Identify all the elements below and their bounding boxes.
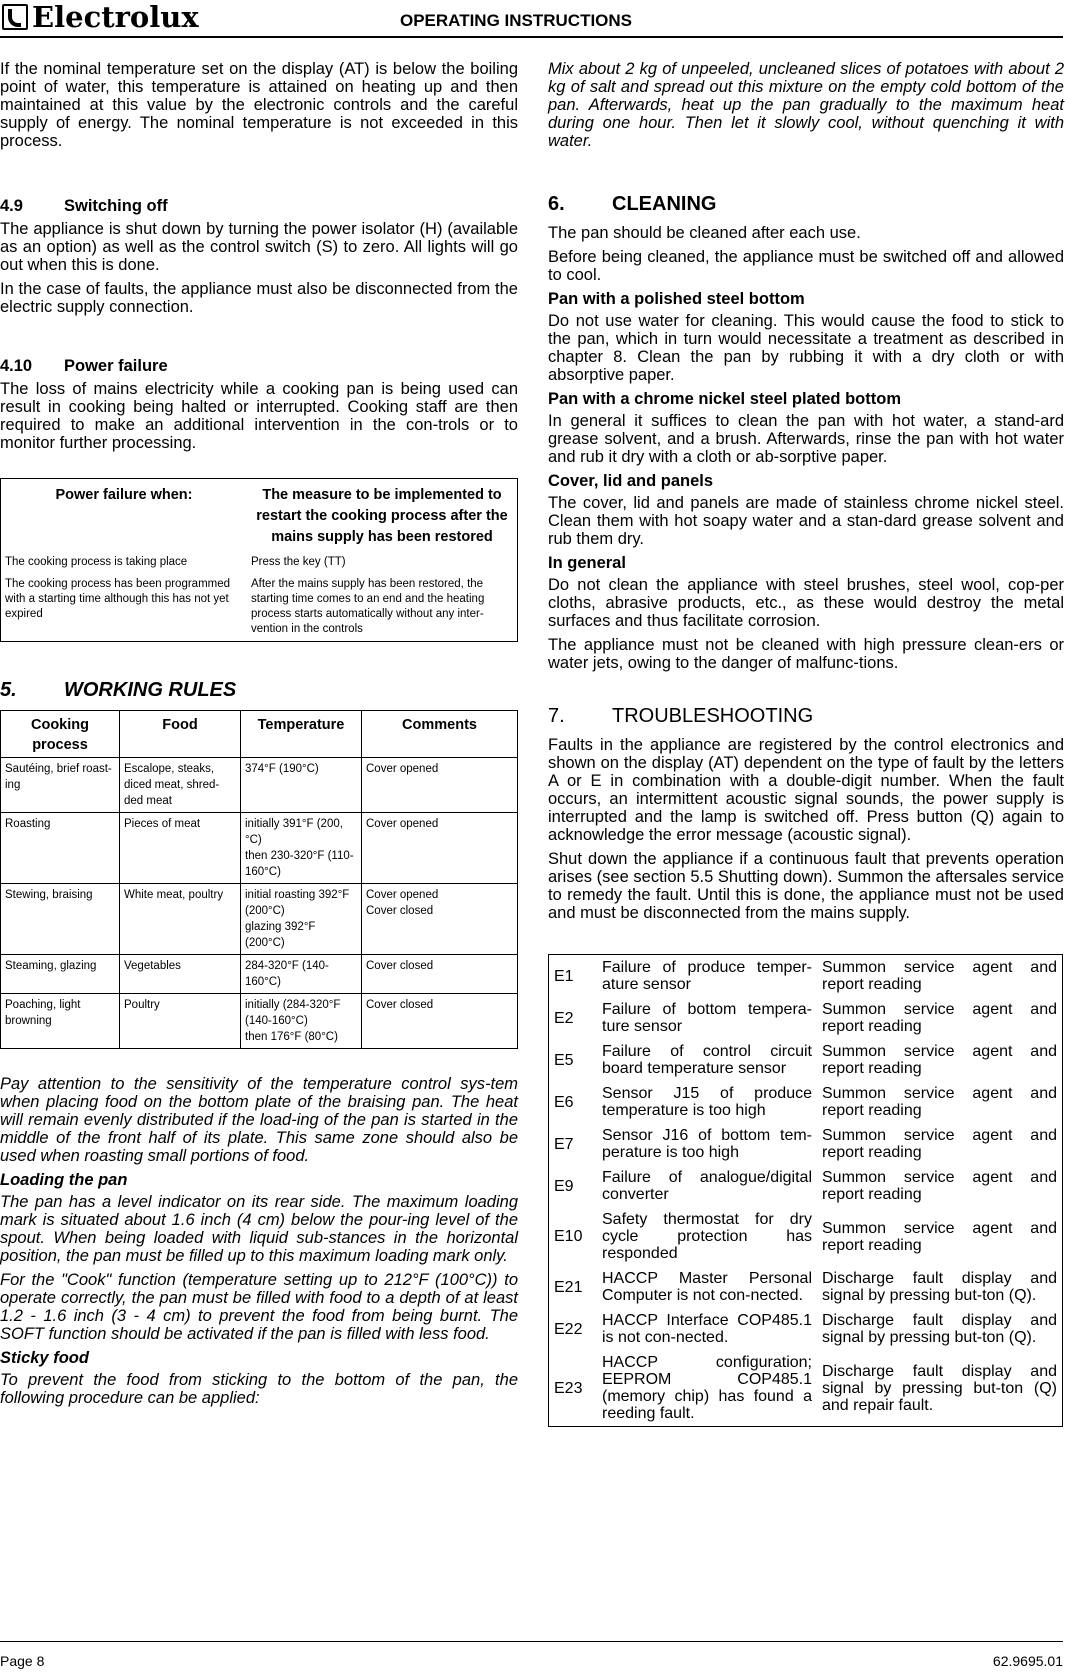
fault-action: Summon service agent and report reading: [822, 959, 1057, 993]
section-4-9-heading: 4.9 Switching off: [0, 197, 168, 215]
polished-paragraph: Do not use water for cleaning. This would cause the food to stick to the pan, which in turn would necessitate a treatment as described in chapter 8. Clean the pan by rubbing it with a dry cloth or with absorptive paper.: [548, 312, 1064, 384]
table-row: [549, 1350, 1063, 1427]
brand-name: Electrolux: [32, 0, 199, 34]
fault-code: E6: [554, 1093, 574, 1111]
general-heading: In general: [548, 554, 626, 572]
cleaning-p1: The pan should be cleaned after each use.: [548, 224, 861, 242]
fault-description: Failure of bottom tempera-ture sensor: [602, 1001, 812, 1035]
table-row: The cooking process has been programmed with a starting time although this has not yet expired After the mains supply has been restored, the starting time comes to an end and the heating process starts automatically without any inter-vention in the controls: [5, 578, 485, 635]
electrolux-logo: [2, 0, 199, 34]
page-number: Page 8: [0, 1653, 45, 1669]
troubleshooting-p2: Shut down the appliance if a continuous fault that prevents operation arises (see section 5.5 Shutting down). Summon the aftersales service to remedy the fault. Until this is done, the appliance must not be used and must be disconnected from the mains supply.: [548, 850, 1064, 922]
cover-paragraph: The cover, lid and panels are made of stainless chrome nickel steel. Clean them with hot soapy water and a stan-dard grease solvent and rub them dry.: [548, 494, 1064, 548]
switching-off-p2: In the case of faults, the appliance must also be disconnected from the electric supply connection.: [0, 280, 518, 316]
power-failure-table: [0, 478, 518, 642]
fault-codes-table: [548, 954, 1063, 1427]
document-number: 62.9695.01: [992, 1653, 1063, 1669]
table-row: Steaming, glazing Vegetables 284-320°F (140-160°C) Cover closed: [1, 955, 518, 994]
fault-action: Summon service agent and report reading: [822, 1219, 1057, 1254]
sticky-heading: Sticky food: [0, 1349, 89, 1367]
fault-code: E2: [554, 1009, 574, 1027]
table-row: [549, 1207, 1063, 1266]
section-5-heading: 5. WORKING RULES: [0, 679, 237, 701]
fault-action: Summon service agent and report reading: [822, 1085, 1057, 1119]
header-rule: [0, 36, 1063, 38]
fault-action: Discharge fault display and signal by pressing but-ton (Q).: [822, 1270, 1057, 1304]
loading-p2: For the "Cook" function (temperature setting up to 212°F (100°C)) to operate correctly, the pan must be filled with food to a depth of at least 1.2 - 1.6 inch (3 - 4 cm) to prevent the food from being burnt. The SOFT function should be activated if the pan is filled with less food.: [0, 1271, 518, 1343]
general-p1: Do not clean the appliance with steel brushes, steel wool, cop-per cloths, abrasive products, etc., as these would destroy the metal surfaces and thus facilitate corrosion.: [548, 576, 1064, 630]
switching-off-p1: The appliance is shut down by turning the power isolator (H) (available as an option) as well as the control switch (S) to zero. All lights will go out when this is done.: [0, 220, 518, 274]
cover-heading: Cover, lid and panels: [548, 472, 714, 490]
fault-action: Summon service agent and report reading: [822, 1001, 1057, 1035]
table-row: [549, 1165, 1063, 1207]
table-row: [549, 1039, 1063, 1081]
fault-code: E9: [554, 1177, 574, 1195]
section-7-heading: 7. TROUBLESHOOTING: [548, 705, 814, 727]
intro-paragraph: If the nominal temperature set on the display (AT) is below the boiling point of water, this temperature is attained on heating up and then maintained at this value by the electronic controls and the careful supply of energy. The nominal temperature is not exceeded in this process.: [0, 60, 518, 150]
fault-action: Summon service agent and report reading: [822, 1043, 1057, 1077]
fault-action: Discharge fault display and signal by pressing but-ton (Q).: [822, 1312, 1057, 1346]
fault-code: E21: [554, 1278, 583, 1296]
fault-action: Summon service agent and report reading: [822, 1169, 1057, 1203]
fault-action: Discharge fault display and signal by pressing but-ton (Q) and repair fault.: [822, 1362, 1057, 1414]
fault-code: E5: [554, 1051, 574, 1069]
header-title: OPERATING INSTRUCTIONS: [400, 11, 633, 30]
section-4-10-heading: 4.10 Power failure: [0, 357, 168, 375]
cleaning-p2: Before being cleaned, the appliance must be switched off and allowed to cool.: [548, 248, 1064, 284]
table-row: [549, 1266, 1063, 1308]
table-row: [549, 955, 1063, 998]
power-failure-p1: The loss of mains electricity while a cooking pan is being used can result in cooking being halted or interrupted. Cooking staff are then required to make an additional intervention in the con-trols or to monitor further processing.: [0, 380, 518, 452]
pf-header-1: Power failure when:: [55, 487, 193, 503]
footer-rule: [0, 1641, 1063, 1642]
table-row: Sautéing, brief roast-ing Escalope, steaks, diced meat, shred-ded meat 374°F (190°C) Cover opened: [1, 758, 518, 813]
section-6-heading: 6. CLEANING: [548, 193, 717, 215]
fault-code: E23: [554, 1379, 583, 1397]
table-row: [549, 1081, 1063, 1123]
fault-code: E10: [554, 1228, 583, 1245]
fault-description: Sensor J16 of bottom tem-perature is too high: [602, 1127, 812, 1161]
fault-description: Sensor J15 of produce temperature is too high: [602, 1085, 812, 1119]
table-row: [549, 1123, 1063, 1165]
table-row: Stewing, braising White meat, poultry initial roasting 392°F (200°C) glazing 392°F (200°C) Cover opened Cover closed: [1, 884, 518, 955]
fault-action: Summon service agent and report reading: [822, 1127, 1057, 1161]
fault-code: E1: [554, 967, 574, 985]
chrome-heading: Pan with a chrome nickel steel plated bottom: [548, 390, 901, 408]
fault-description: HACCP Master Personal Computer is not con-nected.: [602, 1270, 812, 1304]
fault-description: Failure of analogue/digital converter: [602, 1169, 812, 1203]
fault-code: E7: [554, 1135, 574, 1153]
general-p2: The appliance must not be cleaned with high pressure clean-ers or water jets, owing to the danger of malfunc-tions.: [548, 636, 1064, 672]
fault-description: Failure of produce temper-ature sensor: [602, 959, 812, 993]
table-row: [549, 997, 1063, 1039]
chrome-paragraph: In general it suffices to clean the pan with hot water, a stand-ard grease solvent, and a brush. Afterwards, rinse the pan with hot water and rub it dry with a cloth or ab-sorptive paper.: [548, 412, 1064, 466]
working-rules-table: Cooking process Food Temperature Comments Sautéing, brief roast-ing Escalope, steaks, diced meat, shred-ded meat 374°F (190°C) Cover opened Roasting Pieces of meat initially 391°F (200,°C) then 230-320°F (110-160°C) Cover opened Stewing, braising White meat, poultry initial roasting 392°F (200°C) glazing 392°F (200°C) Cover opened Cover closed Steaming, glazing Vegetables 284-320°F (140-160°C) Cover closed Poaching, light browning Poultry initially (284-320°F (140-160°C) then 176°F (80°C) Cover closed: [0, 710, 518, 1049]
fault-description: Safety thermostat for dry cycle protection has responded: [602, 1211, 812, 1262]
fault-description: Failure of control circuit board temperature sensor: [602, 1043, 812, 1077]
polished-heading: Pan with a polished steel bottom: [548, 290, 805, 308]
pf-header-2: The measure to be implemented to restart the cooking process after the mains supply has been restored: [256, 487, 508, 545]
electrolux-logo-icon: [2, 4, 28, 30]
table-row: [549, 1308, 1063, 1350]
right-column: [548, 60, 1064, 1427]
fault-description: HACCP configuration; EEPROM COP485.1 (memory chip) has found a reeding fault.: [602, 1354, 812, 1422]
page-header: [0, 0, 1065, 40]
mix-paragraph: Mix about 2 kg of unpeeled, uncleaned slices of potatoes with about 2 kg of salt and spread out this mixture on the empty cold bottom of the pan. Afterwards, heat up the pan gradually to the maximum heat during one hour. Then let it slowly cool, without quenching it with water.: [548, 60, 1064, 150]
table-row: The cooking process is taking place Press the key (TT): [5, 556, 346, 568]
table-row: Poaching, light browning Poultry initially (284-320°F (140-160°C) then 176°F (80°C) Cover closed: [1, 994, 518, 1049]
loading-heading: Loading the pan: [0, 1171, 128, 1189]
troubleshooting-p1: Faults in the appliance are registered by the control electronics and shown on the display (AT) dependent on the type of fault by the letters A or E in combination with a double-digit number. When the fault occurs, an intermittent acoustic signal sounds, the power supply is interrupted and the lamp is switched off. Press button (Q) again to acknowledge the error message (acoustic signal).: [548, 736, 1064, 844]
attention-paragraph: Pay attention to the sensitivity of the temperature control sys-tem when placing food on the bottom plate of the braising pan. The heat will remain evenly distributed if the load-ing of the pan is started in the middle of the front half of its plate. This same zone should also be used when roasting small portions of food.: [0, 1075, 518, 1165]
loading-p1: The pan has a level indicator on its rear side. The maximum loading mark is situated about 1.6 inch (4 cm) below the pour-ing level of the spout. When being loaded with liquid sub-stances in the horizontal position, the pan must be filled up to this maximum loading mark only.: [0, 1193, 518, 1265]
table-row: Roasting Pieces of meat initially 391°F (200,°C) then 230-320°F (110-160°C) Cover opened: [1, 813, 518, 884]
sticky-paragraph: To prevent the food from sticking to the bottom of the pan, the following procedure can be applied:: [0, 1371, 518, 1407]
fault-code: E22: [554, 1320, 583, 1338]
left-column: [0, 60, 518, 1413]
fault-description: HACCP Interface COP485.1 is not con-nected.: [602, 1312, 812, 1346]
